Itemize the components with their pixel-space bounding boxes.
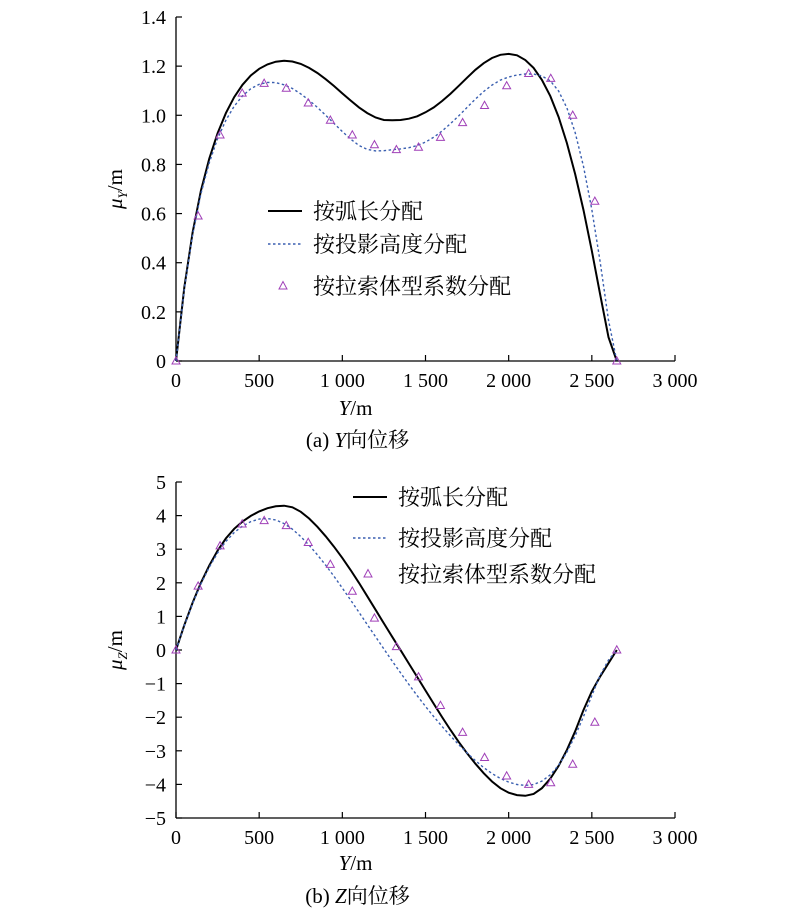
data-point-triangle xyxy=(481,753,489,760)
data-point-triangle xyxy=(370,614,378,621)
x-tick-label: 1 000 xyxy=(319,370,365,392)
legend-label: 按投影高度分配 xyxy=(398,527,553,552)
y-tick-label: 0 xyxy=(156,640,166,662)
legend-marker-triangle xyxy=(364,570,372,578)
legend-label: 按拉索体型系数分配 xyxy=(398,563,597,588)
x-axis-label xyxy=(339,396,373,420)
series-line-projected-height xyxy=(176,519,617,786)
caption-var: Z xyxy=(335,884,347,908)
x-tick-label: 2 000 xyxy=(486,827,532,849)
y-axis-var: μ xyxy=(103,198,127,209)
legend-marker-triangle xyxy=(279,282,287,290)
caption-suffix: 向位移 xyxy=(346,884,410,908)
x-tick-label: 1 500 xyxy=(403,370,448,392)
y-tick-label: 0.8 xyxy=(141,154,166,177)
data-point-triangle xyxy=(348,587,356,594)
y-tick-label: −5 xyxy=(144,808,166,830)
y-tick-label: 2 xyxy=(156,572,166,595)
data-point-triangle xyxy=(591,718,599,725)
y-tick-label: −3 xyxy=(144,740,166,763)
x-tick-label: 1 000 xyxy=(319,827,365,849)
x-tick-label: 500 xyxy=(244,827,275,849)
chart-y-displacement xyxy=(103,7,698,452)
x-tick-label: 2 500 xyxy=(569,827,615,849)
data-point-triangle xyxy=(525,780,533,787)
y-tick-label: 0.4 xyxy=(141,252,166,275)
caption-prefix: (a) xyxy=(305,428,335,452)
y-axis-label xyxy=(103,169,130,210)
y-axis-unit: /m xyxy=(103,630,127,653)
x-tick-label: 0 xyxy=(171,827,181,849)
y-tick-label: −4 xyxy=(144,774,166,797)
data-point-triangle xyxy=(459,118,467,125)
data-point-triangle xyxy=(591,197,599,204)
y-tick-label: 1.0 xyxy=(141,105,166,128)
data-point-triangle xyxy=(326,560,334,567)
x-tick-label: 3 000 xyxy=(652,370,698,392)
data-point-triangle xyxy=(569,760,577,767)
caption-suffix: 向位移 xyxy=(346,428,410,452)
x-tick-label: 1 500 xyxy=(403,827,448,849)
x-tick-label: 2 500 xyxy=(569,370,615,392)
data-point-triangle xyxy=(459,728,467,735)
data-point-triangle xyxy=(503,82,511,89)
y-tick-label: 1.2 xyxy=(141,56,166,79)
x-axis-unit: /m xyxy=(350,851,373,875)
x-tick-label: 2 000 xyxy=(486,370,532,392)
legend-label: 按弧长分配 xyxy=(313,200,424,225)
x-tick-label: 0 xyxy=(171,370,181,392)
x-axis-var: Y xyxy=(338,396,351,420)
data-point-triangle xyxy=(415,143,423,150)
x-tick-label: 3 000 xyxy=(652,827,698,849)
y-tick-label: 1 xyxy=(156,606,166,629)
x-axis-var: Y xyxy=(338,851,351,875)
data-point-triangle xyxy=(260,516,268,523)
data-point-triangle xyxy=(481,101,489,108)
y-axis-subscript: Z xyxy=(115,652,130,660)
x-tick-label: 500 xyxy=(244,370,275,392)
y-tick-label: −2 xyxy=(144,707,166,730)
legend-label: 按拉索体型系数分配 xyxy=(313,275,512,300)
y-tick-label: 4 xyxy=(156,505,166,528)
y-tick-label: −1 xyxy=(144,673,166,696)
data-point-triangle xyxy=(525,69,533,76)
data-point-triangle xyxy=(547,74,555,81)
data-point-triangle xyxy=(436,701,444,708)
y-axis-var: μ xyxy=(103,659,127,670)
y-tick-label: 0.6 xyxy=(141,203,166,226)
y-axis-subscript: Y xyxy=(115,191,130,199)
legend-label: 按投影高度分配 xyxy=(313,233,468,258)
figure-caption xyxy=(305,884,409,908)
data-point-triangle xyxy=(613,646,621,653)
data-point-triangle xyxy=(304,538,312,545)
x-axis-label xyxy=(339,851,373,875)
x-axis-unit: /m xyxy=(350,396,373,420)
y-tick-label: 3 xyxy=(156,539,166,562)
y-tick-label: 1.4 xyxy=(141,7,166,29)
y-axis-unit: /m xyxy=(103,169,127,192)
y-tick-label: 0.2 xyxy=(141,301,166,324)
y-axis-label xyxy=(103,630,130,671)
data-point-triangle xyxy=(503,772,511,779)
caption-prefix: (b) xyxy=(305,884,336,908)
chart-z-displacement xyxy=(103,472,698,908)
data-point-triangle xyxy=(282,521,290,528)
y-tick-label: 5 xyxy=(156,472,166,494)
legend-label: 按弧长分配 xyxy=(398,486,509,511)
data-point-triangle xyxy=(348,131,356,138)
y-tick-label: 0 xyxy=(156,351,166,373)
data-point-triangle xyxy=(370,141,378,148)
figure-caption xyxy=(306,428,409,452)
caption-var: Y xyxy=(334,428,347,452)
